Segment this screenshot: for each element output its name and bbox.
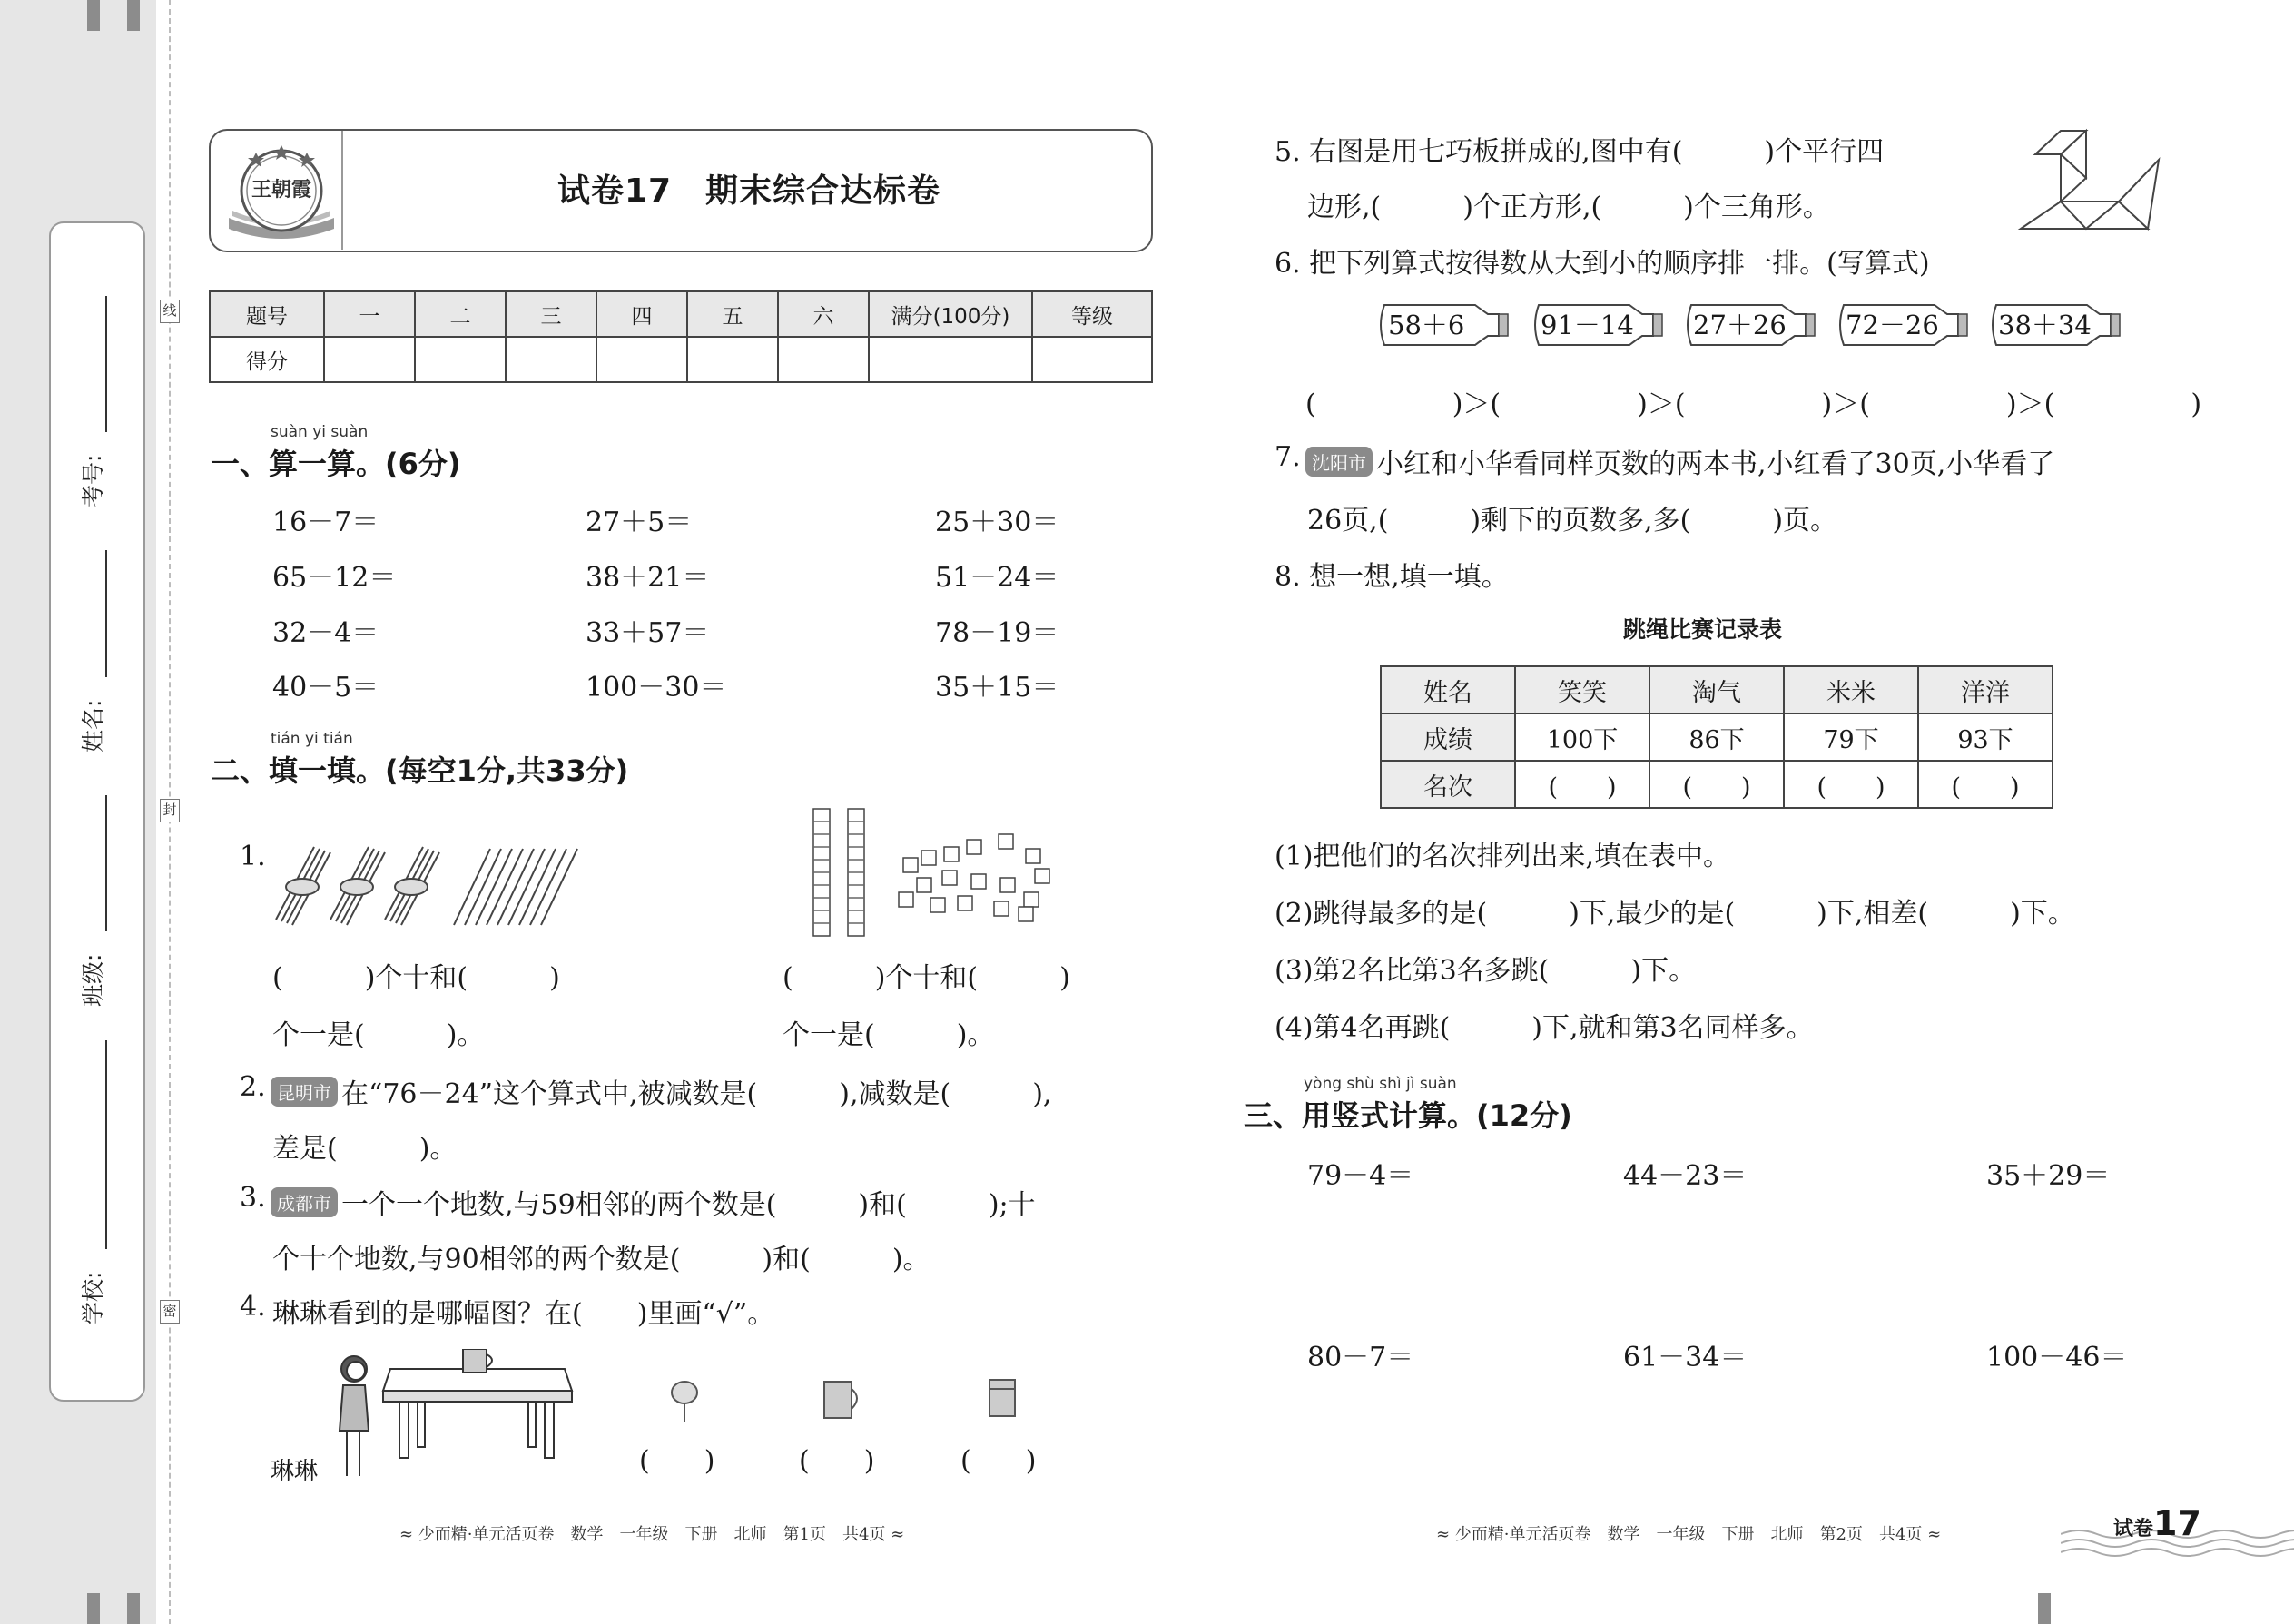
name-line <box>105 550 107 677</box>
rope-rank-blank[interactable]: ( ) <box>1918 761 2053 808</box>
bottle-expression-5 <box>1985 300 2122 350</box>
footer-right: ≈ 少而精·单元活页卷 数学 一年级 下册 北师 第2页 共4页 ≈ <box>1436 1525 1942 1544</box>
score-cell[interactable] <box>596 337 687 382</box>
score-cell[interactable] <box>778 337 869 382</box>
binding-tick <box>127 1593 140 1624</box>
q1-left-answer-line1: ( )个十和( ) <box>272 962 560 994</box>
q1-left-answer-line2: 个一是( )。 <box>272 1019 485 1051</box>
score-cell[interactable] <box>687 337 778 382</box>
q2-line2: 差是( )。 <box>272 1133 458 1165</box>
bottle-expression-2 <box>1528 300 1664 350</box>
rope-rank-blank[interactable]: ( ) <box>1784 761 1918 808</box>
score-header-cell: 六 <box>778 291 869 337</box>
section1-title: 一、算一算。(6分) <box>211 447 461 481</box>
section3-pinyin: yòng shù shì jì suàn <box>1304 1075 1457 1093</box>
view-option-c-blank[interactable]: ( ) <box>960 1445 1037 1477</box>
bottle-text: 38＋34 <box>1998 310 2092 340</box>
vertical-calc-problem: 80－7＝ <box>1307 1342 1414 1373</box>
question-number: 2. <box>240 1071 266 1103</box>
cube-blocks-image <box>808 803 1098 943</box>
rope-rank-blank[interactable]: ( ) <box>1515 761 1649 808</box>
q8-sub-1: (1)把他们的名次排列出来,填在表中。 <box>1275 841 1731 872</box>
rope-table-cell: 93下 <box>1918 714 2053 761</box>
score-row-label: 得分 <box>210 337 324 382</box>
section2-pinyin: tián yi tián <box>271 730 353 748</box>
calc-problem: 33＋57＝ <box>586 617 710 649</box>
girl-label: 琳琳 <box>271 1458 319 1485</box>
view-option-a-blank[interactable]: ( ) <box>639 1445 715 1477</box>
logo-divider <box>341 131 343 250</box>
bottle-expression-3 <box>1680 300 1816 350</box>
calc-problem: 65－12＝ <box>272 562 397 594</box>
q5-line2: 边形,( )个正方形,( )个三角形。 <box>1307 192 1830 223</box>
rope-table-cell: 100下 <box>1515 714 1649 761</box>
question-number: 7. <box>1275 441 1301 473</box>
score-cell[interactable] <box>415 337 506 382</box>
score-table-header-row <box>210 291 1152 337</box>
calc-problem: 100－30＝ <box>586 672 727 704</box>
svg-text:王朝霞: 王朝霞 <box>251 178 312 202</box>
view-option-c-image <box>984 1376 1020 1425</box>
score-header-cell: 等级 <box>1032 291 1152 337</box>
q8-text: 8. 想一想,填一填。 <box>1275 561 1509 593</box>
score-header-cell: 五 <box>687 291 778 337</box>
vertical-calc-problem: 61－34＝ <box>1623 1342 1748 1373</box>
vertical-calc-problem: 100－46＝ <box>1986 1342 2128 1373</box>
tangram-swan-image <box>2017 127 2162 258</box>
rope-table-title: 跳绳比赛记录表 <box>1623 616 1783 643</box>
calc-problem: 25＋30＝ <box>935 507 1059 538</box>
rope-record-table <box>1380 665 2053 809</box>
q2-line1 <box>271 1071 1051 1111</box>
score-cell[interactable] <box>506 337 596 382</box>
q2-text: 在“76－24”这个算式中,被减数是( ),减数是( ), <box>341 1078 1052 1110</box>
page-label: 试卷 <box>2113 1518 2154 1540</box>
page-number: 17 <box>2153 1503 2201 1543</box>
student-info-box <box>49 221 145 1402</box>
vertical-calc-problem: 44－23＝ <box>1623 1160 1748 1192</box>
rope-rank-blank[interactable]: ( ) <box>1649 761 1784 808</box>
class-line <box>105 795 107 931</box>
vertical-calc-problem: 35＋29＝ <box>1986 1160 2111 1192</box>
score-table-score-row <box>210 337 1152 382</box>
score-header-cell: 一 <box>324 291 415 337</box>
question-number: 4. <box>240 1291 266 1323</box>
section2-title: 二、填一填。(每空1分,共33分) <box>211 753 629 788</box>
binding-tick <box>87 1593 100 1624</box>
bottle-expression-4 <box>1833 300 1969 350</box>
rope-table-cell: 姓名 <box>1381 666 1515 714</box>
q6-text: 6. 把下列算式按得数从大到小的顺序排一排。(写算式) <box>1275 248 1930 280</box>
city-badge: 沈阳市 <box>1305 447 1373 477</box>
bind-mark-line: 线 <box>160 300 180 323</box>
calc-problem: 78－19＝ <box>935 617 1059 649</box>
school-line <box>105 1040 107 1249</box>
rope-table-cell: 淘气 <box>1649 666 1784 714</box>
vertical-calc-problem: 79－4＝ <box>1307 1160 1414 1192</box>
page-number-tag <box>2113 1503 2201 1543</box>
q8-sub-2: (2)跳得最多的是( )下,最少的是( )下,相差( )下。 <box>1275 898 2075 930</box>
exam-title: 试卷17 期末综合达标卷 <box>556 172 941 210</box>
rope-table-cell: 名次 <box>1381 761 1515 808</box>
calc-problem: 16－7＝ <box>272 507 379 538</box>
bottle-text: 27＋26 <box>1693 310 1787 340</box>
stick-bundles-image <box>272 840 599 934</box>
question-number: 3. <box>240 1182 266 1214</box>
section3-title: 三、用竖式计算。(12分) <box>1244 1098 1572 1133</box>
q3-line1 <box>271 1182 1036 1222</box>
score-cell[interactable] <box>324 337 415 382</box>
score-header-cell: 题号 <box>210 291 324 337</box>
exam-number-label: 考号: <box>80 454 106 507</box>
binding-tick <box>127 0 140 31</box>
rope-table-cell: 成绩 <box>1381 714 1515 761</box>
score-cell[interactable] <box>869 337 1032 382</box>
class-label: 班级: <box>80 953 106 1007</box>
score-header-cell: 三 <box>506 291 596 337</box>
bottle-text: 58＋6 <box>1388 310 1465 340</box>
rope-table-row <box>1381 761 2053 808</box>
view-option-b-image <box>821 1378 866 1427</box>
q1-right-answer-line2: 个一是( )。 <box>783 1019 995 1051</box>
q3-text: 一个一个地数,与59相邻的两个数是( )和( );十 <box>341 1189 1036 1221</box>
score-cell[interactable] <box>1032 337 1152 382</box>
q5-line1: 5. 右图是用七巧板拼成的,图中有( )个平行四 <box>1275 136 1885 168</box>
calc-problem: 51－24＝ <box>935 562 1059 594</box>
bottle-text: 72－26 <box>1846 310 1939 340</box>
calc-problem: 40－5＝ <box>272 672 379 704</box>
rope-table-cell: 洋洋 <box>1918 666 2053 714</box>
rope-table-cell: 86下 <box>1649 714 1784 761</box>
rope-table-cell: 79下 <box>1784 714 1918 761</box>
q4-text: 琳琳看到的是哪幅图？在( )里画“√”。 <box>272 1298 775 1330</box>
q7-line1 <box>1305 441 2054 481</box>
q1-right-answer-line1: ( )个十和( ) <box>783 962 1070 994</box>
q6-answer-line[interactable]: ( )＞( )＞( )＞( )＞( ) <box>1305 389 2202 420</box>
footer-left: ≈ 少而精·单元活页卷 数学 一年级 下册 北师 第1页 共4页 ≈ <box>399 1525 905 1544</box>
calc-problem: 35＋15＝ <box>935 672 1059 704</box>
section1-pinyin: suàn yi suàn <box>271 423 369 441</box>
girl-and-table-image <box>327 1349 581 1489</box>
rope-table-row <box>1381 714 2053 761</box>
binding-tick <box>87 0 100 31</box>
calc-problem: 38＋21＝ <box>586 562 710 594</box>
q8-sub-4: (4)第4名再跳( )下,就和第3名同样多。 <box>1275 1012 1814 1044</box>
q7-line2: 26页,( )剩下的页数多,多( )页。 <box>1307 505 1838 536</box>
calc-problem: 32－4＝ <box>272 617 379 649</box>
city-badge: 成都市 <box>271 1187 338 1217</box>
q7-text: 小红和小华看同样页数的两本书,小红看了30页,小华看了 <box>1376 448 2055 480</box>
city-badge: 昆明市 <box>271 1077 338 1107</box>
school-label: 学校: <box>80 1271 106 1324</box>
score-table <box>209 290 1153 383</box>
rope-table-cell: 米米 <box>1784 666 1918 714</box>
view-option-a-image <box>666 1380 703 1429</box>
bottle-text: 91－14 <box>1541 310 1634 340</box>
score-header-cell: 二 <box>415 291 506 337</box>
binding-tick <box>2038 1593 2051 1624</box>
bottle-expression-1 <box>1373 300 1510 350</box>
question-number: 1. <box>240 841 266 872</box>
rope-table-header-row <box>1381 666 2053 714</box>
rope-table-cell: 笑笑 <box>1515 666 1649 714</box>
title-box <box>209 129 1153 252</box>
q8-sub-3: (3)第2名比第3名多跳( )下。 <box>1275 955 1697 987</box>
q3-line2: 个十个地数,与90相邻的两个数是( )和( )。 <box>272 1244 930 1275</box>
name-label: 姓名: <box>80 699 106 753</box>
calc-problem: 27＋5＝ <box>586 507 693 538</box>
exam-number-line <box>105 296 107 432</box>
view-option-b-blank[interactable]: ( ) <box>799 1445 875 1477</box>
publisher-logo <box>220 138 343 243</box>
score-header-cell: 四 <box>596 291 687 337</box>
bind-mark-secret: 密 <box>160 1300 180 1324</box>
bind-mark-seal: 封 <box>160 799 180 822</box>
score-header-cell: 满分(100分) <box>869 291 1032 337</box>
